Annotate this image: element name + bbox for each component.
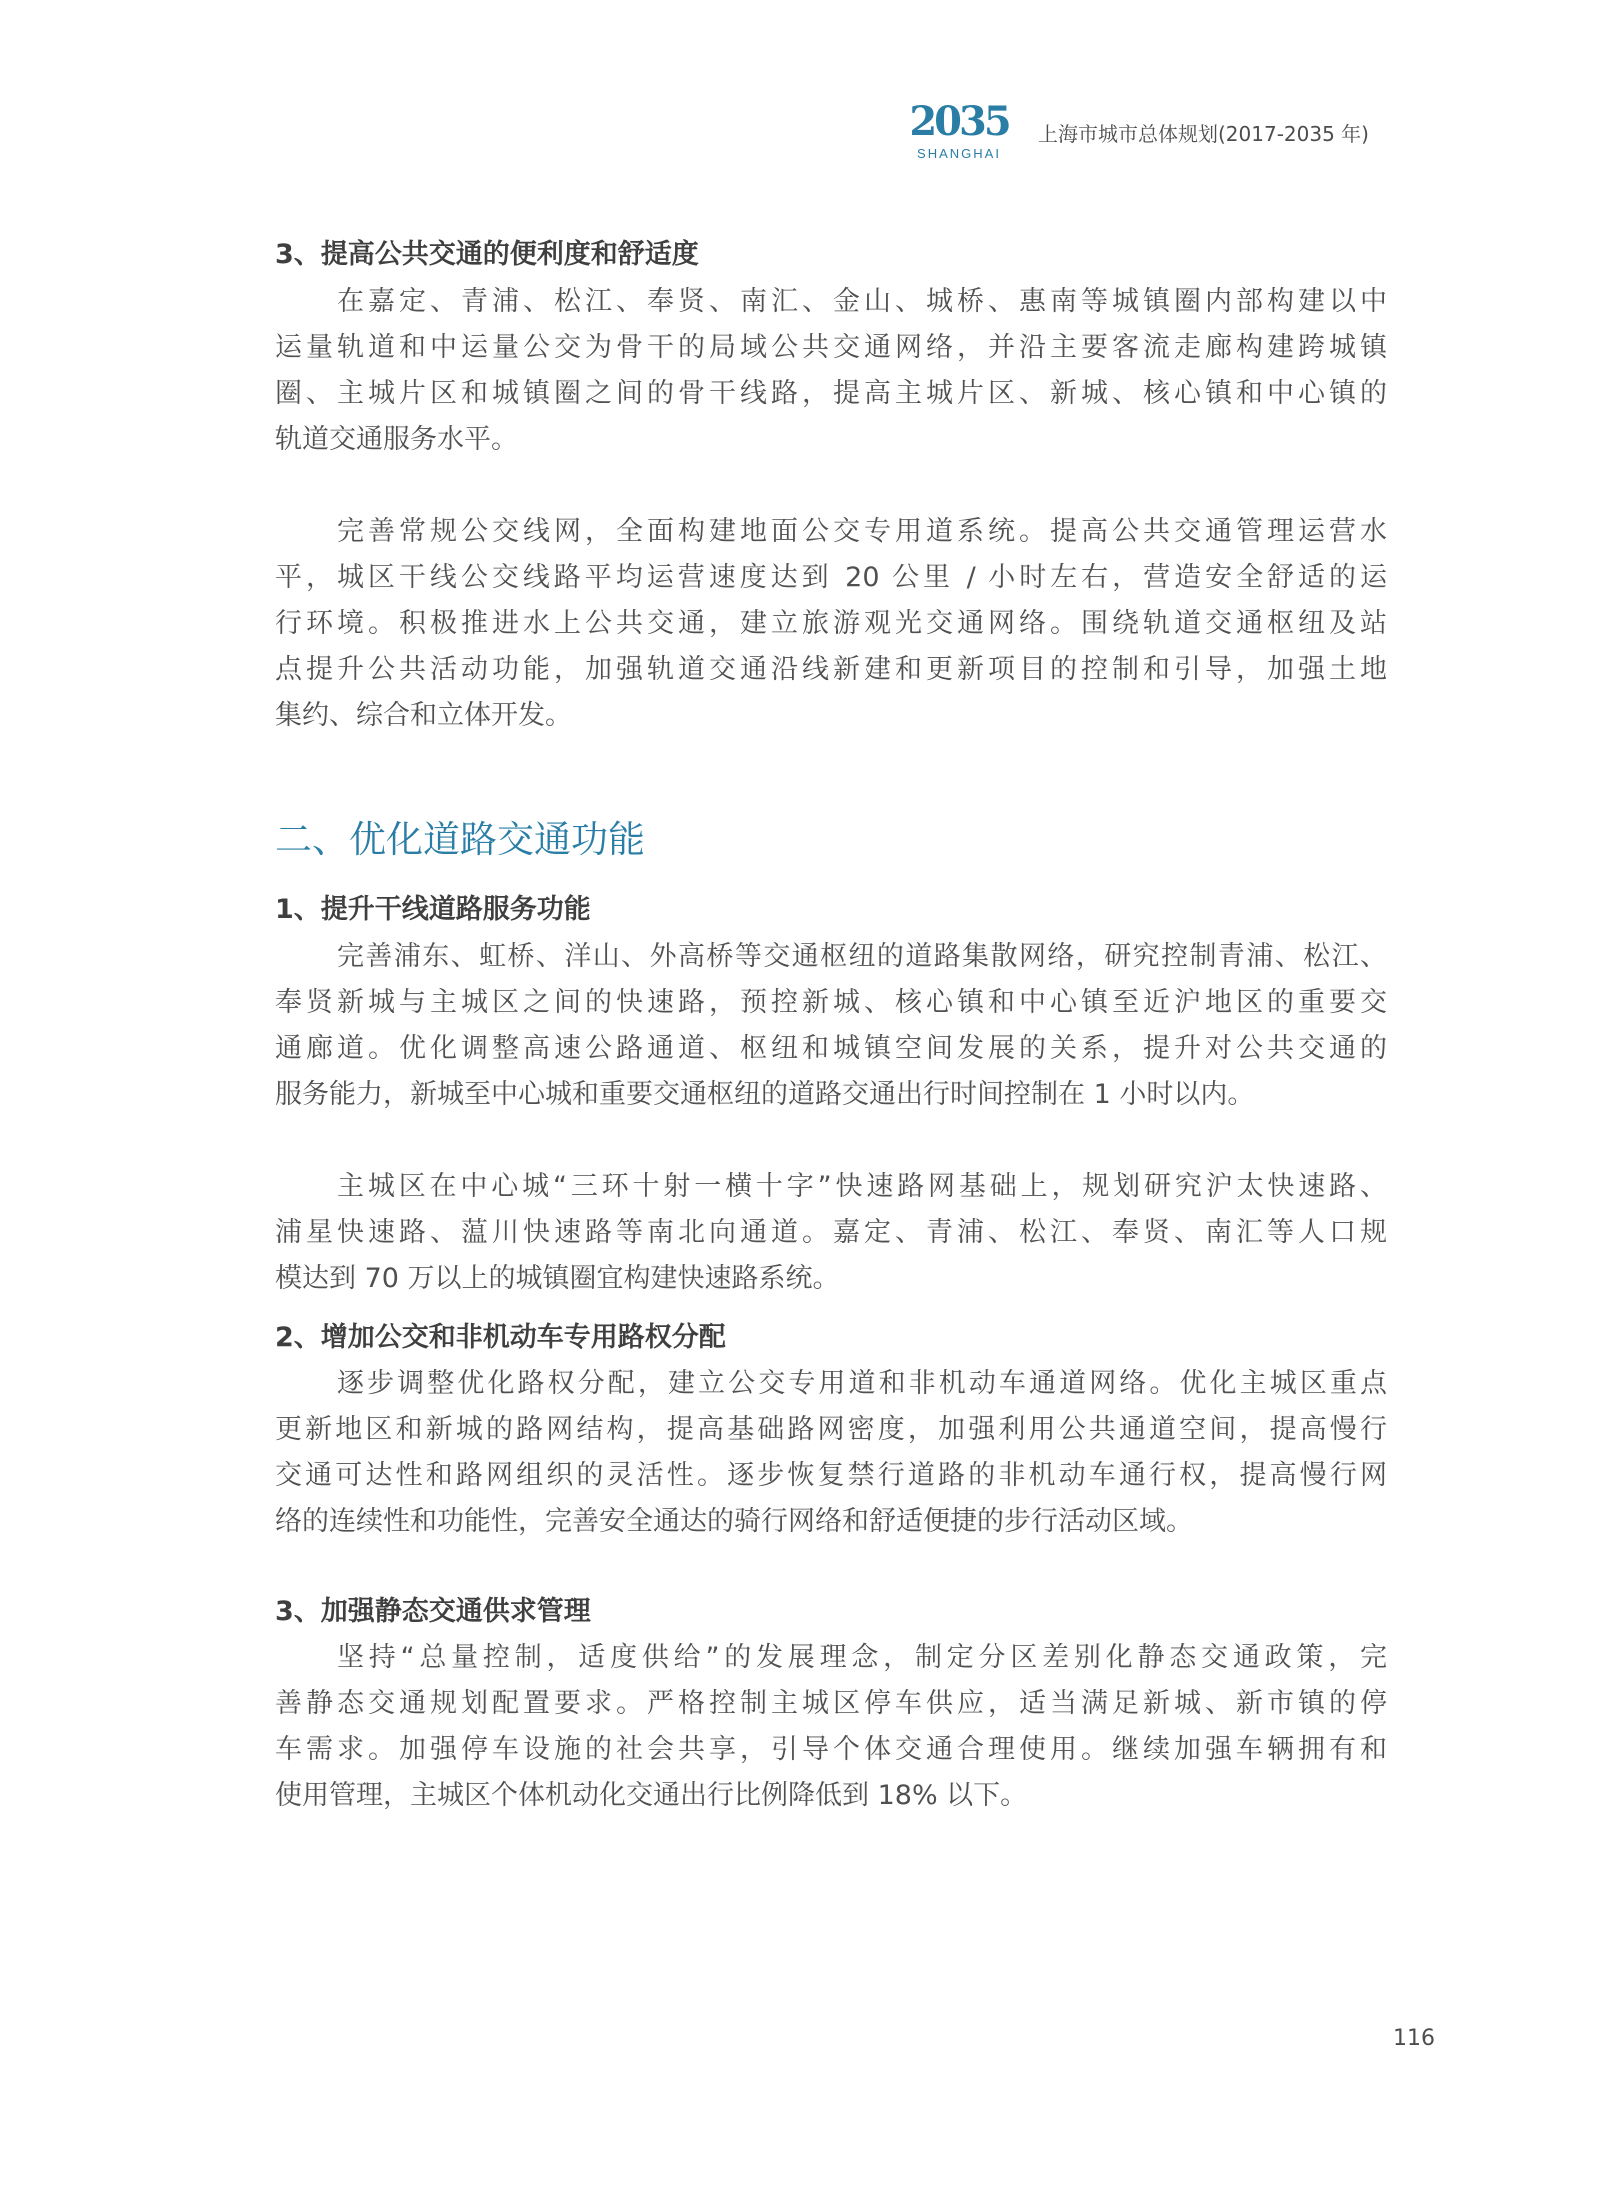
paragraph-line: 完善浦东、虹桥、洋山、外高桥等交通枢纽的道路集散网络，研究控制青浦、松江、 bbox=[337, 941, 1387, 972]
subsection-heading: 2、增加公交和非机动车专用路权分配 bbox=[275, 1322, 726, 1353]
running-title: 上海市城市总体规划(2017-2035 年) bbox=[1038, 122, 1369, 146]
logo-number: 2035 bbox=[909, 98, 1009, 145]
paragraph-line: 圈、主城片区和城镇圈之间的骨干线路，提高主城片区、新城、核心镇和中心镇的 bbox=[275, 378, 1387, 409]
subsection-heading: 3、加强静态交通供求管理 bbox=[275, 1596, 591, 1627]
paragraph-line: 善静态交通规划配置要求。严格控制主城区停车供应，适当满足新城、新市镇的停 bbox=[275, 1688, 1387, 1719]
paragraph-line: 使用管理，主城区个体机动化交通出行比例降低到 18% 以下。 bbox=[275, 1780, 1028, 1811]
paragraph-line: 坚持“总量控制，适度供给”的发展理念，制定分区差别化静态交通政策，完 bbox=[337, 1642, 1387, 1673]
paragraph-line: 更新地区和新城的路网结构，提高基础路网密度，加强利用公共通道空间，提高慢行 bbox=[275, 1414, 1387, 1445]
paragraph-line: 主城区在中心城“三环十射一横十字”快速路网基础上，规划研究沪太快速路、 bbox=[337, 1171, 1387, 1202]
subsection-heading: 1、提升干线道路服务功能 bbox=[275, 894, 591, 925]
paragraph-line: 逐步调整优化路权分配，建立公交专用道和非机动车通道网络。优化主城区重点 bbox=[337, 1368, 1387, 1399]
paragraph-line: 模达到 70 万以上的城镇圈宜构建快速路系统。 bbox=[275, 1263, 840, 1294]
paragraph-line: 奉贤新城与主城区之间的快速路，预控新城、核心镇和中心镇至近沪地区的重要交 bbox=[275, 987, 1387, 1018]
paragraph-line: 交通可达性和路网组织的灵活性。逐步恢复禁行道路的非机动车通行权，提高慢行网 bbox=[275, 1460, 1387, 1491]
logo-2035-shanghai bbox=[903, 98, 1015, 166]
paragraph-line: 运量轨道和中运量公交为骨干的局域公共交通网络，并沿主要客流走廊构建跨城镇 bbox=[275, 332, 1387, 363]
paragraph-line: 完善常规公交线网，全面构建地面公交专用道系统。提高公共交通管理运营水 bbox=[337, 516, 1387, 547]
paragraph-line: 点提升公共活动功能，加强轨道交通沿线新建和更新项目的控制和引导，加强土地 bbox=[275, 654, 1387, 685]
subsection-heading: 3、提高公共交通的便利度和舒适度 bbox=[275, 239, 699, 270]
paragraph-line: 通廊道。优化调整高速公路通道、枢纽和城镇空间发展的关系，提升对公共交通的 bbox=[275, 1033, 1387, 1064]
paragraph-line: 轨道交通服务水平。 bbox=[275, 424, 518, 455]
paragraph-line: 在嘉定、青浦、松江、奉贤、南汇、金山、城桥、惠南等城镇圈内部构建以中 bbox=[337, 286, 1387, 317]
paragraph-line: 集约、综合和立体开发。 bbox=[275, 700, 572, 731]
paragraph-line: 浦星快速路、蕰川快速路等南北向通道。嘉定、青浦、松江、奉贤、南汇等人口规 bbox=[275, 1217, 1387, 1248]
page-number: 116 bbox=[1393, 2026, 1435, 2051]
logo-subtitle: SHANGHAI bbox=[917, 146, 1001, 161]
paragraph-line: 行环境。积极推进水上公共交通，建立旅游观光交通网络。围绕轨道交通枢纽及站 bbox=[275, 608, 1387, 639]
paragraph-line: 络的连续性和功能性，完善安全通达的骑行网络和舒适便捷的步行活动区域。 bbox=[275, 1506, 1193, 1537]
paragraph-line: 平，城区干线公交线路平均运营速度达到 20 公里 / 小时左右，营造安全舒适的运 bbox=[275, 562, 1387, 593]
paragraph-line: 车需求。加强停车设施的社会共享，引导个体交通合理使用。继续加强车辆拥有和 bbox=[275, 1734, 1387, 1765]
paragraph-line: 服务能力，新城至中心城和重要交通枢纽的道路交通出行时间控制在 1 小时以内。 bbox=[275, 1079, 1255, 1110]
section-heading: 二、优化道路交通功能 bbox=[275, 818, 645, 861]
